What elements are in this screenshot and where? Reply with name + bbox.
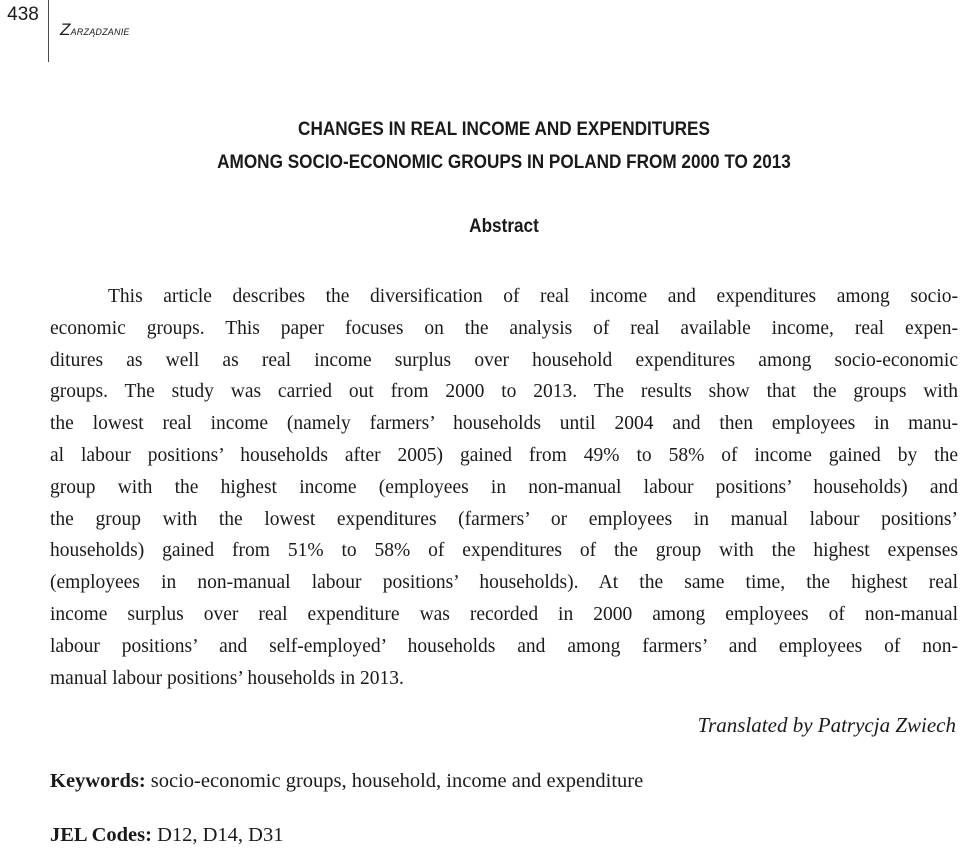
jel-codes [50,824,284,847]
running-head: Zarządzanie [60,20,130,39]
translator-credit: Translated by Patrycja Zwiech [697,713,956,737]
abstract-line: labour positions’ and self-employed’ households and among farmers’ and employees of non- [50,635,958,657]
abstract-line: the group with the lowest expenditures (farmers’ or employees in manual labour positions’ [50,508,958,530]
page-number: 438 [7,4,39,25]
title-line-2: AMONG SOCIO-ECONOMIC GROUPS IN POLAND FROM 2000 TO 2013 [217,151,791,173]
title-line-1: CHANGES IN REAL INCOME AND EXPENDITURES [298,118,710,140]
jel-codes-value: D12, D14, D31 [157,824,284,846]
abstract-line: groups. The study was carried out from 2000 to 2013. The results show that the groups with [50,381,958,403]
abstract-line-last: manual labour positions’ households in 2013. [50,667,404,689]
abstract-line: income surplus over real expenditure was recorded in 2000 among employees of non-manual [50,603,958,625]
jel-codes-label: JEL Codes: [50,824,152,846]
keywords [50,770,643,793]
abstract-line: This article describes the diversification of real income and expenditures among socio- [108,286,958,307]
page-header [0,0,960,62]
abstract-line: the lowest real income (namely farmers’ households until 2004 and then employees in manu- [50,413,958,435]
abstract-heading: Abstract [469,215,539,237]
abstract-line: economic groups. This paper focuses on the analysis of real available income, real expen- [50,317,958,339]
abstract-body [50,281,958,694]
abstract-line: households) gained from 51% to 58% of expenditures of the group with the highest expenses [50,540,958,562]
keywords-value: socio-economic groups, household, income and expenditure [150,770,644,792]
keywords-label: Keywords: [50,770,146,792]
article-title [104,113,903,179]
abstract-line: ditures as well as real income surplus over household expenditures among socio-economic [50,349,958,371]
abstract-line: (employees in non-manual labour positions’ households). At the same time, the highest real [50,572,958,594]
abstract-line: al labour positions’ households after 2005) gained from 49% to 58% of income gained by the [50,444,958,466]
header-divider [48,0,49,62]
abstract-line: group with the highest income (employees in non-manual labour positions’ households) and [50,476,958,498]
